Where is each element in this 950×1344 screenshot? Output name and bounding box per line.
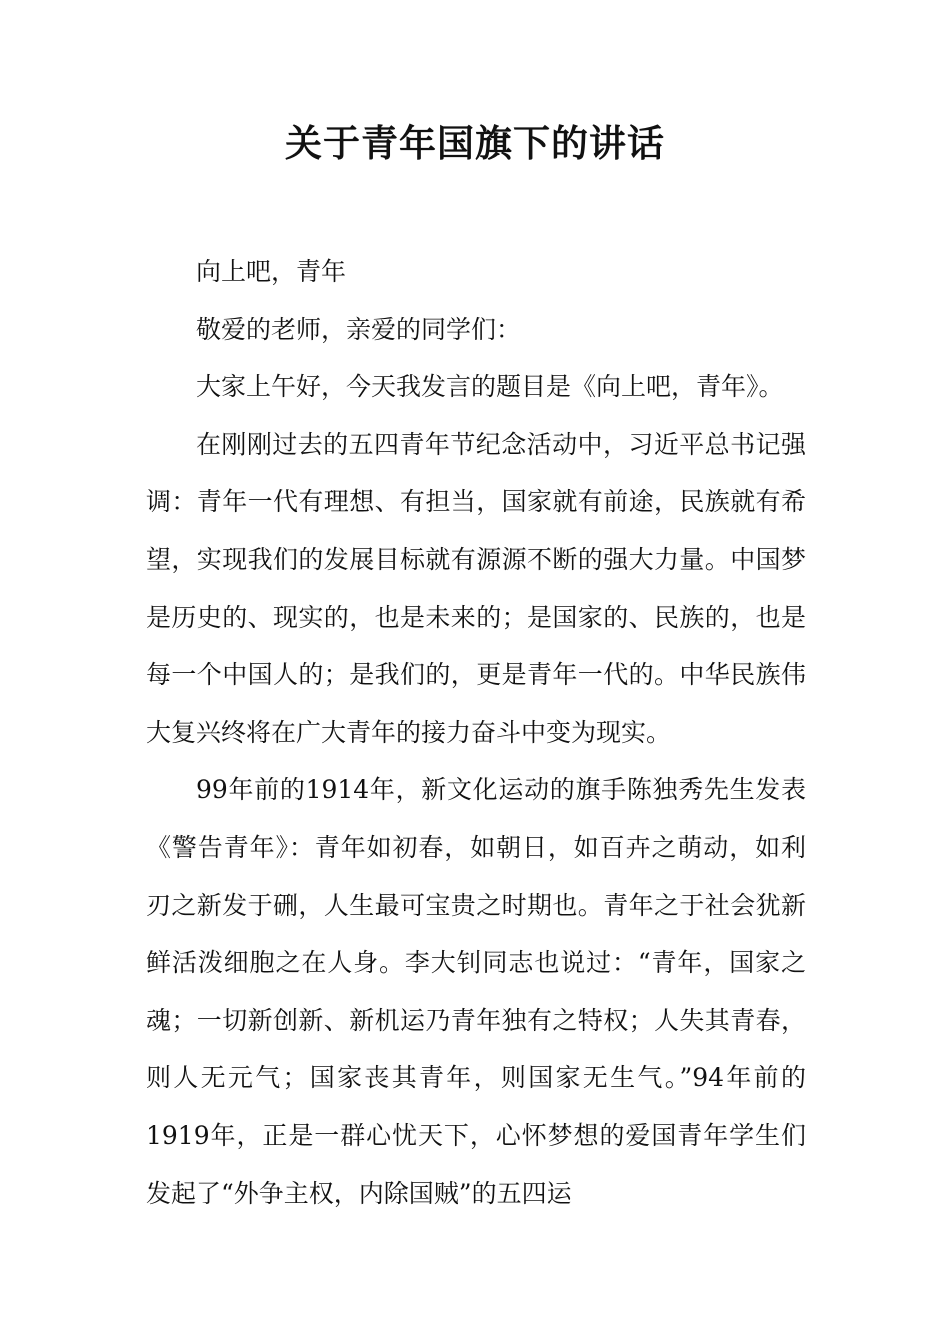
paragraph-body: 99年前的1914年，新文化运动的旗手陈独秀先生发表《警告青年》：青年如初春，如朝日，如百卉之萌动，如利刃之新发于硎，人生最可宝贵之时期也。青年之于社会犹新鲜活泼细胞之在人身。李大钊同志也说过：“青年，国家之魂；一切新创新、新机运乃青年独有之特权；人失其青春，则人无元气；国家丧其青年，则国家无生气。”94年前的1919年，正是一群心忧天下，心怀梦想的爱国青年学生们发起了“外争主权，内除国贼”的五四运 bbox=[146, 775, 806, 1208]
paragraph-body: 在刚刚过去的五四青年节纪念活动中，习近平总书记强调：青年一代有理想、有担当，国家就有前途，民族就有希望，实现我们的发展目标就有源源不断的强大力量。中国梦是历史的、现实的，也是未来的；是国家的、民族的，也是每一个中国人的；是我们的，更是青年一代的。中华民族伟大复兴终将在广大青年的接力奋斗中变为现实。 bbox=[146, 429, 806, 747]
document-title: 关于青年国旗下的讲话 bbox=[285, 122, 665, 165]
paragraph-salutation: 敬爱的老师，亲爱的同学们： bbox=[196, 314, 522, 344]
paragraph-subtitle: 向上吧，青年 bbox=[196, 257, 347, 286]
paragraph-greeting: 大家上午好，今天我发言的题目是《向上吧，青年》。 bbox=[196, 372, 784, 402]
document-body bbox=[146, 243, 806, 1222]
